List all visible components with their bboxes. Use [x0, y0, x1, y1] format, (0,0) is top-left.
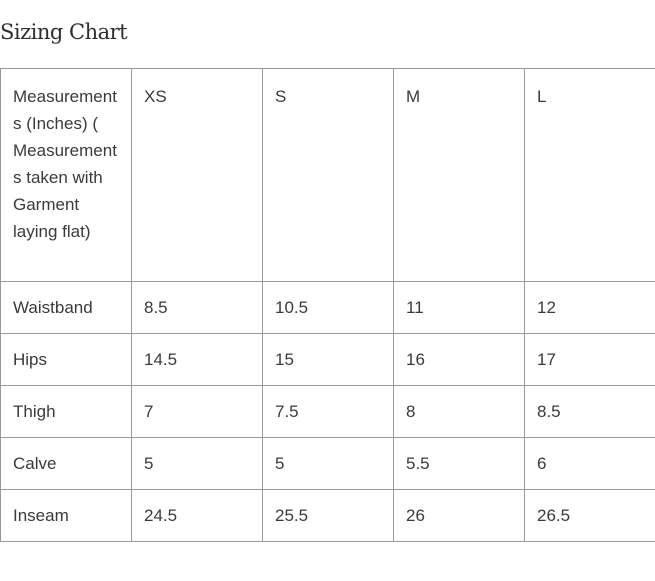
- cell-m: 26: [394, 490, 525, 542]
- header-size-l: L: [525, 69, 655, 282]
- table-row-hips: [1, 334, 655, 386]
- row-label: Inseam: [1, 490, 132, 542]
- header-size-m: M: [394, 69, 525, 282]
- cell-xs: 8.5: [132, 282, 263, 334]
- cell-l: 8.5: [525, 386, 655, 438]
- cell-s: 15: [263, 334, 394, 386]
- row-label: Thigh: [1, 386, 132, 438]
- header-size-xs: XS: [132, 69, 263, 282]
- cell-l: 6: [525, 438, 655, 490]
- cell-s: 25.5: [263, 490, 394, 542]
- cell-s: 5: [263, 438, 394, 490]
- header-row: [1, 69, 655, 282]
- cell-m: 5.5: [394, 438, 525, 490]
- row-label: Waistband: [1, 282, 132, 334]
- cell-l: 12: [525, 282, 655, 334]
- table-row-waistband: [1, 282, 655, 334]
- cell-l: 26.5: [525, 490, 655, 542]
- cell-m: 11: [394, 282, 525, 334]
- row-label: Calve: [1, 438, 132, 490]
- header-size-s: S: [263, 69, 394, 282]
- cell-m: 16: [394, 334, 525, 386]
- table-row-calve: [1, 438, 655, 490]
- table-header: [1, 69, 655, 282]
- cell-l: 17: [525, 334, 655, 386]
- sizing-chart-table: [0, 68, 655, 542]
- table-row-inseam: [1, 490, 655, 542]
- cell-s: 10.5: [263, 282, 394, 334]
- page-title: Sizing Chart: [0, 20, 128, 44]
- table-row-thigh: [1, 386, 655, 438]
- cell-xs: 7: [132, 386, 263, 438]
- cell-xs: 24.5: [132, 490, 263, 542]
- table-body: [1, 282, 655, 542]
- cell-xs: 5: [132, 438, 263, 490]
- header-measurements: Measurements (Inches) ( Measurements taken with Garment laying flat): [1, 69, 132, 282]
- cell-s: 7.5: [263, 386, 394, 438]
- cell-xs: 14.5: [132, 334, 263, 386]
- row-label: Hips: [1, 334, 132, 386]
- cell-m: 8: [394, 386, 525, 438]
